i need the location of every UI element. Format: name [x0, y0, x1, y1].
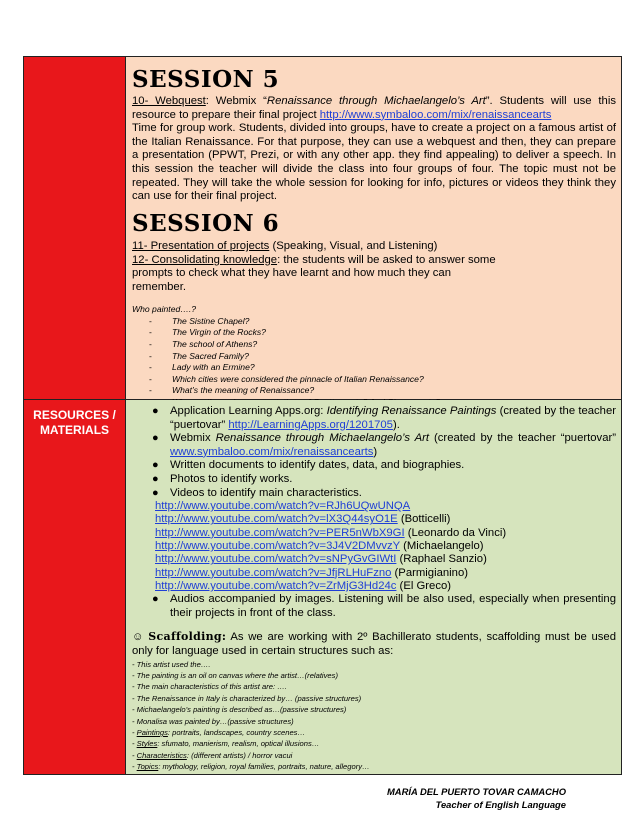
session-5-webquest-paragraph [132, 95, 616, 122]
scaffolding-heading: Scaffolding: [148, 630, 227, 644]
lesson-plan-table [23, 56, 622, 775]
video-artist-note: (Leonardo da Vinci) [404, 526, 507, 539]
resource-item-audios: ● Audios accompanied by images. Listening will be also used, especially when presenting their projects in front of the class. [152, 593, 616, 619]
video-link-row [155, 553, 616, 566]
resource-item-photos: ● Photos to identify works. [152, 472, 293, 485]
resources-label-cell [24, 400, 126, 774]
resource-item-learningapps: ● Application Learning Apps.org: Identifying Renaissance Paintings (created by the teacher “puertovar” http://LearningApps.org/1201705). [152, 405, 616, 431]
documents-text: Written documents to identify dates, data, and biographies. [170, 459, 465, 472]
audios-text: Audios accompanied by images. Listening will be also used, especially when presenting their projects in front of the class. [170, 593, 616, 619]
webmix-link[interactable]: www.symbaloo.com/mix/renaissancearts [170, 445, 374, 458]
videos-text: Videos to identify main characteristics. [170, 486, 362, 499]
session-6-consolidating-line [132, 254, 616, 295]
resources-label: RESOURCES / MATERIALS [33, 408, 116, 437]
structures-list [132, 659, 616, 727]
video-link-row [155, 567, 616, 580]
learningapps-close: ). [392, 418, 400, 431]
youtube-link[interactable]: http://www.youtube.com/watch?v=PER5nWbX9GI [155, 526, 405, 539]
prompt-question-text: The Sacred Family? [172, 350, 249, 361]
video-link-row [155, 500, 616, 513]
sessions-content-cell [126, 57, 621, 399]
prompt-question: - The Virgin of the Rocks? [149, 327, 266, 338]
video-artist-note: (El Greco) [396, 579, 452, 592]
prompt-question-text: The school of Athens? [172, 338, 258, 349]
vocabulary-item [132, 727, 616, 738]
vocabulary-list [132, 727, 616, 773]
resources-list [132, 405, 616, 500]
prompt-question-text: What’s the meaning of Renaissance? [172, 385, 315, 396]
language-structure: - The Renaissance in Italy is characterized by… (passive structures) [132, 693, 362, 703]
resource-item-documents: ● Written documents to identify dates, data, and biographies. [152, 459, 465, 472]
session-5-title: SESSION 5 [132, 66, 280, 93]
photos-text: Photos to identify works. [170, 472, 293, 485]
webmix-credit: (created by the teacher “puertovar” [429, 432, 617, 445]
webmix-title: Renaissance through Michaelangelo’s Art [266, 95, 486, 107]
video-artist-note: (Botticelli) [397, 513, 451, 526]
prompt-question: - Lady with an Ermine? [149, 362, 255, 373]
youtube-link[interactable]: http://www.youtube.com/watch?v=ZrMjG3Hd24c [155, 579, 397, 592]
resources-content-cell [126, 400, 621, 774]
resources-row [24, 400, 621, 774]
resources-block [132, 405, 616, 773]
prompt-question: - The school of Athens? [149, 338, 258, 349]
video-link-row [155, 580, 616, 593]
smiley-icon: ☺ [132, 631, 144, 644]
youtube-link[interactable]: http://www.youtube.com/watch?v=lX3Q44syO1E [155, 513, 398, 526]
resource-item-videos: ● Videos to identify main characteristics. [152, 486, 362, 499]
video-link-row [155, 527, 616, 540]
youtube-link[interactable]: http://www.youtube.com/watch?v=RJh6UQwUNQA [155, 500, 411, 513]
video-link-row [155, 513, 616, 526]
prompt-question-text: The Virgin of the Rocks? [172, 327, 266, 338]
youtube-link[interactable]: http://www.youtube.com/watch?v=sNPyGvGIWtI [155, 553, 397, 566]
vocabulary-category: Characteristics [136, 750, 187, 760]
vocabulary-dash: - [132, 762, 137, 772]
vocabulary-dash: - [132, 750, 137, 760]
vocabulary-examples: : sfumato, manierism, realism, optical illusions… [157, 739, 320, 749]
webmix-item-title: Renaissance through Michaelangelo’s Art [215, 432, 430, 445]
session-6-block [132, 212, 616, 409]
vocabulary-item [132, 750, 616, 761]
webquest-text-a: : Webmix “ [205, 95, 267, 107]
video-link-row [155, 540, 616, 553]
video-links-list [132, 500, 616, 593]
youtube-link[interactable]: http://www.youtube.com/watch?v=3J4V2DMvvzY [155, 540, 400, 553]
author-name: MARÍA DEL PUERTO TOVAR CAMACHO [386, 786, 566, 797]
prompt-question: - The Sacred Family? [149, 350, 249, 361]
webmix-text: Webmix [170, 432, 216, 445]
language-structure: - This artist used the…. [132, 659, 211, 669]
scaffolding-paragraph [132, 630, 616, 658]
symbaloo-link[interactable]: http://www.symbaloo.com/mix/renaissancearts [319, 108, 552, 121]
learningapps-text: Application Learning Apps.org: [170, 405, 327, 417]
author-footer [387, 786, 566, 811]
vocabulary-examples: : (different artists) / horror vacui [186, 750, 293, 760]
learningapps-title: Identifying Renaissance Paintings [326, 405, 497, 417]
vocabulary-item [132, 761, 616, 772]
prompt-question-text: Lady with an Ermine? [172, 362, 255, 373]
presentation-rest: (Speaking, Visual, and Listening) [269, 240, 438, 252]
prompt-question: - The Sistine Chapel? [149, 315, 250, 326]
prompt-question: - What’s the meaning of Renaissance? [149, 385, 315, 396]
vocabulary-dash: - [132, 728, 137, 738]
video-artist-note: (Raphael Sanzio) [396, 553, 487, 566]
prompt-questions-list [132, 316, 616, 409]
vocabulary-examples: : portraits, landscapes, country scenes… [167, 728, 306, 738]
learningapps-link[interactable]: http://LearningApps.org/1201705 [228, 418, 393, 431]
prompt-question: - Which cities were considered the pinnacle of Italian Renaissance? [149, 373, 424, 384]
prompt-question-text: Which cities were considered the pinnacle of Italian Renaissance? [172, 373, 424, 384]
session-6-title: SESSION 6 [132, 210, 280, 237]
webquest-label: 10- Webquest [132, 95, 206, 107]
presentation-label: 11- Presentation of projects [132, 240, 270, 252]
learningapps-credit: (created by the teacher “puertovar” [170, 405, 616, 431]
consolidating-rest: : the students will be asked to answer some prompts to check what they have learnt and how much they can remember. [132, 253, 496, 293]
sessions-label-cell [24, 57, 126, 399]
webmix-close: ) [373, 445, 378, 458]
prompt-question-text: The Sistine Chapel? [172, 315, 250, 326]
session-5-block [132, 68, 616, 204]
author-role: Teacher of English Language [435, 798, 566, 810]
vocabulary-category: Paintings [136, 728, 168, 738]
vocabulary-category: Topics [136, 762, 159, 772]
video-artist-note: (Parmigianino) [391, 566, 469, 579]
session-6-presentation-line [132, 240, 616, 254]
webquest-text-b: ”. Students will use this resource to prepare their final project [132, 95, 616, 121]
sessions-row [24, 57, 621, 400]
consolidating-label: 12- Consolidating knowledge [132, 253, 278, 266]
scaffolding-text: As we are working with 2º Bachillerato students, scaffolding must be used only for language used in certain structures such as: [132, 631, 616, 658]
vocabulary-examples: : mythology, religion, royal families, portraits, nature, allegory… [158, 762, 370, 772]
video-artist-note: (Michaelangelo) [400, 540, 484, 553]
vocabulary-dash: - [132, 739, 137, 749]
language-structure: - The painting is an oil on canvas where the artist…(relatives) [132, 671, 338, 681]
vocabulary-item [132, 738, 616, 749]
who-painted-prompt: Who painted….? [132, 304, 197, 315]
resource-item-webmix: ● Webmix Renaissance through Michaelangelo’s Art (created by the teacher “puertovar” www.symbaloo.com/mix/renaissancearts) [152, 432, 617, 458]
language-structure: - The main characteristics of this artist are: …. [132, 682, 287, 692]
resources-list-audio [132, 593, 616, 620]
youtube-link[interactable]: http://www.youtube.com/watch?v=JfjRLHuFzno [155, 566, 392, 579]
language-structure: - Michaelangelo’s painting is described as…(passive structures) [132, 705, 347, 715]
language-structure: - Monalisa was painted by…(passive structures) [132, 716, 294, 726]
vocabulary-category: Styles [136, 739, 158, 749]
session-5-group-work-paragraph: Time for group work. Students, divided into groups, have to create a project on a famous artist of the Italian Renaissance. For that purpose, they can use a webquest and then, they can prepare a presentation (PPWT, Prezi, or with any other app. they find appealing) to deliver a speech. In this session the teacher will divide the class into four groups of four. The topic must not be repeated. They will take the whole session for looking for info, pictures or videos they think they can use for their final project. [132, 122, 616, 203]
